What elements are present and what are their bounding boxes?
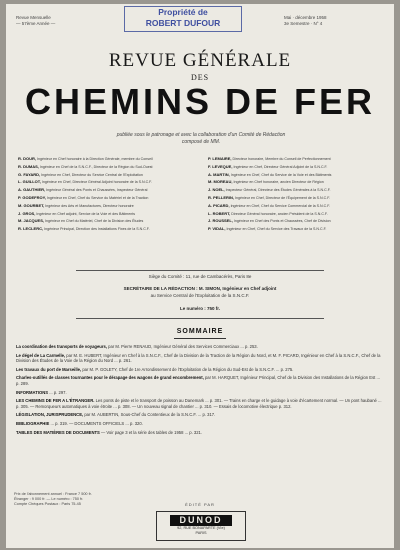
periodicity-label	[16, 15, 55, 27]
member-title: Ingénieur en Chef, Chef du Service Commercial de la S.N.C.F.	[230, 203, 331, 208]
committee-member	[18, 195, 190, 201]
member-name: R. LECLERC,	[18, 226, 44, 232]
member-name: J. GROS,	[18, 210, 36, 216]
entry-details: — Voir page 3 et la série des tables de 1958 ... p. 321.	[101, 429, 203, 435]
publisher-statement	[56, 132, 346, 145]
journal-title-des: DES	[190, 73, 210, 82]
entry-title: Les travaux du port de Marseille,	[16, 366, 82, 372]
entry-title: INFORMATIONS	[16, 389, 49, 395]
entry-title: La coordination des transports de voyageurs,	[16, 344, 107, 349]
contents-entry	[16, 367, 384, 373]
member-title: Directeur Général honoraire, ancien Président de la S.N.C.F.	[231, 211, 328, 216]
contents-entry	[16, 398, 384, 409]
entry-details: Les ponts de piste et le transport de poisson au Danemark ... p. 301. — Trains en charge et le guidage à voie d'écartement normal. — Un pont haubané ... p. 305. — Remorqueurs automatiques à voie étroite ... p. 308. — Un nouveau signal de chantier ... p. 310. — Essais de locomotive électrique p. 312.	[16, 398, 382, 409]
committee-member	[208, 203, 380, 209]
member-title: Ingénieur en Chef des Ponts et Chaussées, Chef de Division	[233, 219, 331, 224]
subscription-line-2: Étranger : 9 000 fr. — Le numéro : 750 fr.	[14, 497, 84, 501]
subscription-info	[14, 492, 124, 507]
member-name: M. JACQUES,	[18, 218, 45, 224]
committee-member	[208, 156, 380, 162]
entry-details: par M. Pierre RENAUD, Ingénieur Général des Services Commerciaux ... p. 253.	[108, 344, 258, 349]
member-title: Ingénieur Général des Ponts et Chaussées, Inspecteur Général	[46, 188, 148, 193]
member-title: Ingénieur en Chef, Chef du Service des Travaux de la S.N.C.F.	[226, 227, 327, 232]
committee-list-left	[18, 156, 190, 234]
secretary-line-2: au Service Central de l'Exploitation de la S.N.C.F.	[150, 293, 250, 298]
committee-member	[18, 164, 190, 170]
committee-member	[18, 218, 190, 224]
entry-title: LES CHEMINS DE FER A L'ÉTRANGER.	[16, 398, 95, 404]
contents-heading: SOMMAIRE	[176, 328, 224, 335]
member-title: Ingénieur Principal, Direction des Installations Fixes de la S.N.C.F.	[44, 227, 150, 232]
member-title: Ingénieur en Chef de la S.N.C.F., Directeur de la Région du Sud-Ouest	[39, 164, 153, 169]
member-name: R. PELLERIN,	[208, 194, 235, 200]
entry-details: ... p. 319. — DOCUMENTS OFFICIELS ... p. 320.	[50, 420, 143, 426]
periodicity-line-2: — 57ème Année —	[16, 21, 56, 26]
committee-member	[208, 218, 380, 224]
member-name: R. DUMAS,	[18, 163, 39, 169]
contents-list	[16, 344, 384, 438]
publisher-box	[156, 511, 246, 541]
committee-member	[208, 195, 380, 201]
member-name: L. ROBERT,	[208, 210, 231, 216]
contents-entry	[16, 390, 384, 396]
committee-member	[208, 172, 380, 178]
contents-entry	[16, 353, 384, 364]
entry-details: par M. E. HUBERT, Ingénieur en Chef à la S.N.C.F., Chef de la Division de la Traction de la Région du Nord, et M. F. PICARD, Ingénieur en Chef à la S.N.C.F., Chef de la Division des Études de la Voie de la Région du Nord ... p. 261.	[16, 352, 381, 364]
subscription-line-3: Compte Chèques Postaux : Paris 75-45	[14, 502, 81, 506]
document-page	[6, 4, 394, 548]
publisher-line-1: publiée sous le patronage et avec la collaboration d'un Comité de Rédaction	[116, 132, 286, 138]
price-line: Le numéro : 750 fr.	[179, 306, 220, 311]
member-title: Ingénieur en Chef, Directeur de l'Équipement de la S.N.C.F.	[235, 195, 330, 200]
separator	[76, 270, 324, 271]
member-title: Inspecteur Général, Directeur des Études Générales à la S.N.C.F.	[225, 188, 331, 193]
member-name: F. LEVEQUE,	[208, 163, 233, 169]
member-title: Ingénieur en Chef, Directeur Général Adjoint de la S.N.C.F.	[233, 164, 328, 169]
committee-member	[18, 172, 190, 178]
member-title: Ingénieur en Chef, Directeur Général Adjoint honoraire de la S.N.C.F.	[41, 180, 152, 185]
member-name: A. MARTIN,	[208, 171, 230, 177]
member-name: P. VIDAL,	[208, 226, 226, 232]
contents-entry	[16, 412, 384, 418]
contents-entry	[16, 375, 384, 386]
member-title: Ingénieur en Chef, Chef du Service de la Voie et des Bâtiments	[230, 172, 332, 177]
entry-title: Charles-outillés de classes tournantes pour le dérapage des wagons de grand encombrement,	[16, 375, 204, 381]
secretary-line: SECRÉTAIRE DE LA RÉDACTION : M. SIMON, Ingénieur en Chef adjoint	[123, 286, 277, 291]
committee-address: Siège du Comité : 11, rue de Cambacérès, Paris 8e	[148, 274, 252, 279]
entry-title: Le dégel de La Carmelle,	[16, 352, 66, 358]
entry-title: TABLES DES MATIÈRES DE DOCUMENTS	[16, 429, 100, 435]
member-name: M. GOURBET,	[18, 202, 45, 208]
member-title: Ingénieur en Chef honoraire, ancien Directeur de Région	[233, 180, 324, 185]
entry-title: LÉGISLATION, JURISPRUDENCE,	[16, 412, 84, 418]
committee-member	[208, 179, 380, 185]
committee-member	[208, 164, 380, 170]
issue-date-label	[284, 15, 327, 27]
member-name: J. NOEL,	[208, 187, 225, 193]
member-title: Directeur honoraire, Membre du Conseil de Perfectionnement	[232, 157, 331, 161]
committee-member	[18, 179, 190, 185]
member-name: L. GUILLOT,	[18, 179, 41, 185]
member-title: Ingénieur en Chef adjoint, Service de la Voie et des Bâtiments	[36, 211, 136, 216]
committee-list-right	[208, 156, 380, 234]
entry-details: par M. HARQUET, Ingénieur Principal, Chef de la Division des Installations de la Région Est ... p. 289.	[16, 375, 380, 386]
member-title: Ingénieur des Arts et Manufactures, Directeur honoraire	[45, 203, 134, 208]
committee-member	[18, 156, 190, 162]
member-name: G. FAYARD,	[18, 171, 41, 177]
member-name: J. ROUSSEL,	[208, 218, 233, 224]
separator	[76, 318, 324, 319]
journal-title-main: CHEMINS DE FER	[24, 81, 376, 122]
publisher-line-2: composé de MM.	[181, 138, 221, 145]
contents-entry	[16, 430, 384, 436]
committee-member	[18, 203, 190, 209]
issue-date-line-1: Mai · décembre 1958	[284, 15, 327, 20]
entry-title: BIBLIOGRAPHIE	[16, 420, 50, 426]
contents-heading-rule	[174, 338, 226, 339]
committee-member	[18, 211, 190, 217]
committee-member	[208, 226, 380, 232]
ownership-stamp	[124, 6, 242, 32]
entry-details: ... p. 297.	[49, 389, 67, 395]
member-name: A. PICARD,	[208, 202, 230, 208]
member-name: R. DOUR,	[18, 156, 36, 161]
contents-entry	[16, 421, 384, 427]
entry-details: par M. AUBERTIN, Sous-Chef du Contentieux de la S.N.C.F. ... p. 317.	[84, 412, 216, 418]
member-name: P. GODEFROY,	[18, 194, 46, 200]
member-title: Ingénieur en Chef, Directeur du Service Central de l'Exploitation	[41, 172, 143, 177]
subscription-line-1: Prix de l'abonnement annuel : France 7 500 fr.	[14, 492, 92, 496]
entry-details: par M. P. GOLETY, Chef de 1re Arrondissement de l'Exploitation de la Région du Sud-Est de la S.N.C.F. ... p. 275.	[82, 366, 294, 372]
member-title: Ingénieur en Chef du Matériel, Chef de la Division des Études	[45, 219, 144, 224]
publisher-city: PARIS	[195, 531, 207, 535]
member-title: Ingénieur en Chef honoraire à la Direction Générale, membre du Conseil	[37, 157, 153, 161]
contents-entry	[16, 344, 384, 350]
publisher-address: 92, RUE BONAPARTE (VIe)	[177, 526, 225, 530]
edition-label: ÉDITÉ PAR	[185, 502, 215, 507]
member-title: Ingénieur en Chef, Chef du Service du Matériel et de la Traction	[46, 195, 149, 200]
periodicity-line-1: Revue Mensuelle	[16, 15, 51, 20]
committee-member	[18, 187, 190, 193]
issue-date-line-2: 3e Semestre · N° 4	[284, 21, 323, 26]
member-name: A. GAUTHIER,	[18, 187, 46, 193]
committee-member	[18, 226, 190, 232]
stamp-line-2: ROBERT DUFOUR	[145, 18, 221, 28]
committee-member	[208, 187, 380, 193]
journal-title-top: REVUE GÉNÉRALE	[108, 50, 292, 71]
committee-member	[208, 211, 380, 217]
member-name: P. LEMAIRE,	[208, 156, 232, 161]
member-name: M. MOREAU,	[208, 179, 233, 185]
stamp-line-1: Propriété de	[158, 7, 208, 17]
publisher-logo: DUNOD	[170, 515, 232, 526]
